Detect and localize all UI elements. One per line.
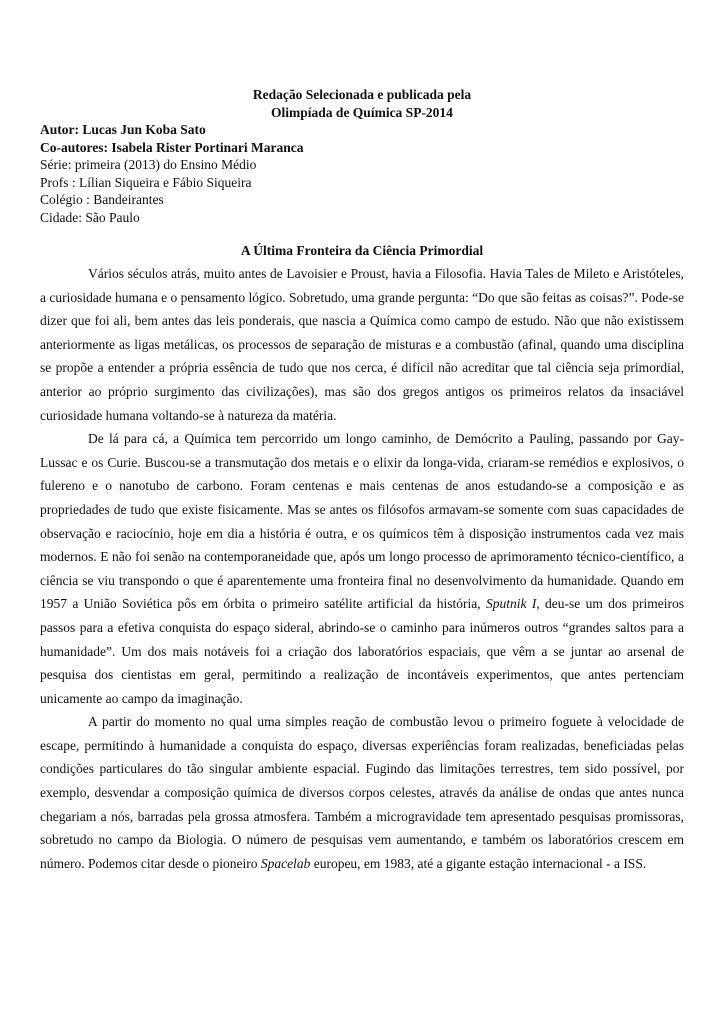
paragraph-1 bbox=[40, 262, 684, 427]
sputnik-italic: Sputnik I bbox=[486, 596, 537, 612]
essay-title: A Última Fronteira da Ciência Primordial bbox=[240, 243, 484, 258]
paragraph-2-text-a: De lá para cá, a Química tem percorrido um longo caminho, de Demócrito a Pauling, passando por Gay-Lussac e os Curie. Buscou-se a transmutação dos metais e o elixir da longa-vida, criaram-se remédios e explosivos, o fulereno e o nanotubo de carbono. Foram centenas e mais centenas de anos estudando-se a composição e as propriedades de tudo que existe fisicamente. Mas se antes os filósofos armavam-se somente com suas capacidades de observação e raciocínio, hoje em dia a história é outra, e os químicos têm à disposição instrumentos cada vez mais modernos. E não foi senão na contemporaneidade que, após um longo processo de aprimoramento técnico-científico, a ciência se viu transpondo o que é aparentemente uma fronteira final no desenvolvimento da humanidade. Quando em 1957 a União Soviética pôs em órbita o primeiro satélite artificial da história, bbox=[40, 431, 684, 612]
meta-block bbox=[40, 121, 684, 226]
spacelab-italic: Spacelab bbox=[260, 855, 311, 871]
serie-line: Série: primeira (2013) do Ensino Médio bbox=[40, 157, 257, 172]
paragraph-1-text: Vários séculos atrás, muito antes de Lavoisier e Proust, havia a Filosofia. Havia Tales de Mileto e Aristóteles, a curiosidade humana e o pensamento lógico. Sobretudo, uma grande pergunta: “Do que são feitas as coisas?”. Pode-se dizer que foi ali, bem antes das leis ponderais, que nascia a Química como campo de estudo. Não que não existissem anteriormente as ligas metálicas, os processos de separação de misturas e a combustão (afinal, quando uma disciplina se propõe a entender a própria essência de tudo que nos cerca, é difícil não acreditar que tal ciência seja primordial, anterior ao próprio surgimento das civilizações), mas são dos gregos antigos os primeiros relatos da insaciável curiosidade humana voltando-se à natureza da matéria. bbox=[40, 266, 684, 423]
profs-line: Profs : Lílian Siqueira e Fábio Siqueira bbox=[40, 174, 252, 190]
paragraph-3-text-b: europeu, em 1983, até a gigante estação internacional - a ISS. bbox=[310, 855, 647, 871]
paragraph-2-text-b: , deu-se um dos primeiros passos para a efetiva conquista do espaço sideral, abrindo-se o caminho para inúmeros outros “grandes saltos para a humanidade”. Um dos mais notáveis foi a criação dos laboratórios espaciais, que vêm a se juntar ao arsenal de pesquisa dos cientistas em geral, permitindo a realização de incontáveis experimentos, que antes pertenciam unicamente ao campo da imaginação. bbox=[40, 596, 684, 706]
coauthors-line: Co-autores: Isabela Rister Portinari Maranca bbox=[40, 139, 304, 155]
colegio-line: Colégio : Bandeirantes bbox=[40, 192, 164, 207]
paragraph-3-text-a: A partir do momento no qual uma simples reação de combustão levou o primeiro foguete à velocidade de escape, permitindo à humanidade a conquista do espaço, diversas experiências foram realizadas, beneficiadas pelas condições particulares do tão singular ambiente espacial. Fugindo das limitações terrestres, tem sido possível, por exemplo, desvendar a composição química de diversos corpos celestes, através da análise de ondas que antes nunca chegariam a nós, barradas pela grossa atmosfera. Também a microgravidade tem apresentado pesquisas promissoras, sobretudo no campo da Biologia. O número de pesquisas vem aumentando, e também os laboratórios crescem em número. Podemos citar desde o pioneiro bbox=[40, 714, 684, 871]
paragraph-3 bbox=[40, 710, 684, 875]
cidade-line: Cidade: São Paulo bbox=[40, 209, 140, 225]
header-line-1: Redação Selecionada e publicada pela bbox=[252, 87, 472, 102]
paragraph-2 bbox=[40, 427, 684, 710]
header-line-2: Olimpíada de Química SP-2014 bbox=[271, 104, 453, 120]
author-line: Autor: Lucas Jun Koba Sato bbox=[40, 122, 206, 137]
